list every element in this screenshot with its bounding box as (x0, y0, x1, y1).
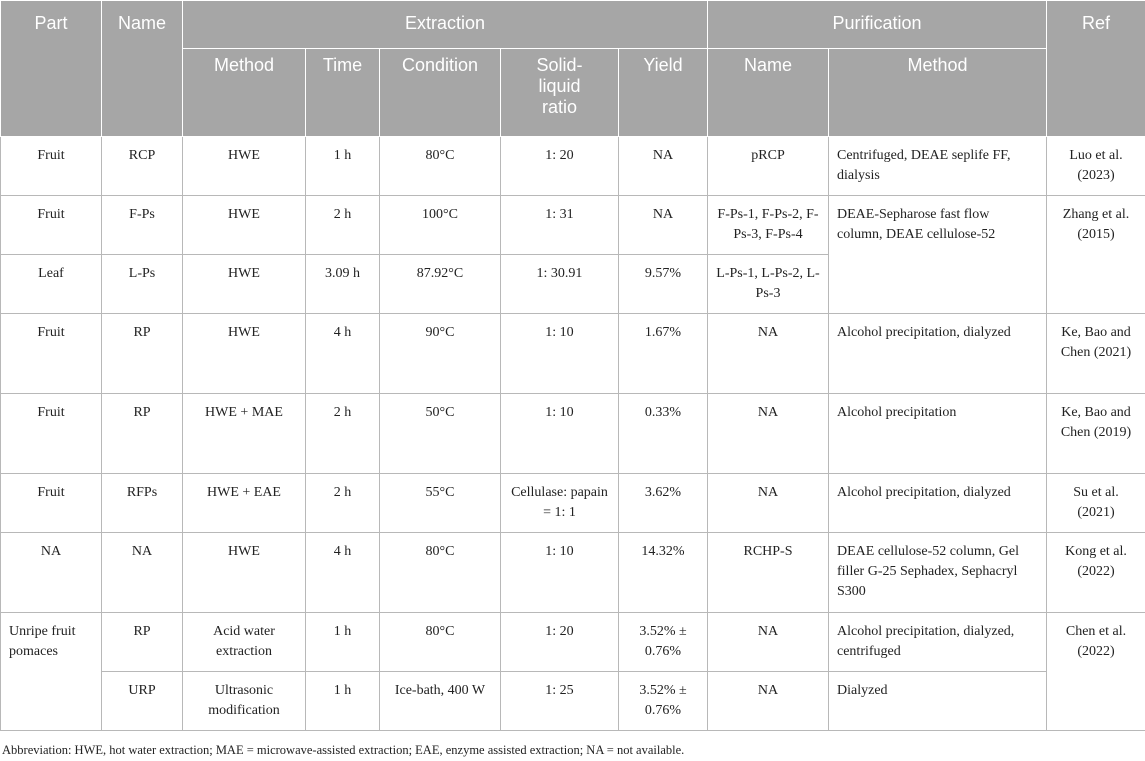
cell-ratio: 1: 31 (501, 196, 619, 255)
cell-time: 4 h (306, 533, 380, 613)
cell-time: 4 h (306, 314, 380, 394)
header-time: Time (306, 49, 380, 137)
cell-purification-method: Alcohol precipitation (829, 394, 1047, 474)
cell-time: 1 h (306, 137, 380, 196)
cell-condition: Ice-bath, 400 W (380, 672, 501, 731)
cell-condition: 80°C (380, 533, 501, 613)
cell-purification-method: DEAE-Sepharose fast flow column, DEAE cellulose-52 (829, 196, 1047, 314)
table-row (1, 196, 1145, 255)
cell-name: RP (102, 314, 183, 394)
cell-purification-method: Centrifuged, DEAE seplife FF, dialysis (829, 137, 1047, 196)
cell-time: 1 h (306, 613, 380, 672)
cell-time: 2 h (306, 474, 380, 533)
header-ref: Ref (1047, 1, 1145, 137)
cell-method: HWE (183, 137, 306, 196)
cell-method: HWE + MAE (183, 394, 306, 474)
cell-part: Fruit (1, 137, 102, 196)
table-row (1, 314, 1145, 394)
cell-purification-name: F-Ps-1, F-Ps-2, F-Ps-3, F-Ps-4 (708, 196, 829, 255)
cell-purification-method: Alcohol precipitation, dialyzed (829, 474, 1047, 533)
cell-name: URP (102, 672, 183, 731)
cell-ref: Su et al. (2021) (1047, 474, 1145, 533)
cell-yield: 9.57% (619, 255, 708, 314)
cell-condition: 55°C (380, 474, 501, 533)
cell-ref: Kong et al. (2022) (1047, 533, 1145, 613)
cell-method: HWE (183, 533, 306, 613)
cell-condition: 50°C (380, 394, 501, 474)
cell-name: RCP (102, 137, 183, 196)
cell-purification-name: pRCP (708, 137, 829, 196)
table-row (1, 672, 1145, 731)
table-row (1, 474, 1145, 533)
cell-ratio: 1: 20 (501, 137, 619, 196)
cell-condition: 90°C (380, 314, 501, 394)
cell-name: NA (102, 533, 183, 613)
cell-purification-name: NA (708, 314, 829, 394)
cell-part: NA (1, 533, 102, 613)
cell-name: L-Ps (102, 255, 183, 314)
cell-yield: 3.52% ± 0.76% (619, 613, 708, 672)
cell-yield: 0.33% (619, 394, 708, 474)
cell-yield: 3.62% (619, 474, 708, 533)
header-method: Method (183, 49, 306, 137)
table-row (1, 613, 1145, 672)
header-part: Part (1, 1, 102, 137)
cell-method: HWE (183, 255, 306, 314)
cell-time: 2 h (306, 394, 380, 474)
header-ratio: Solid-liquid ratio (501, 49, 619, 137)
cell-yield: NA (619, 196, 708, 255)
cell-method: Acid water extraction (183, 613, 306, 672)
cell-purification-name: NA (708, 394, 829, 474)
cell-purification-method: Alcohol precipitation, dialyzed (829, 314, 1047, 394)
cell-purification-method: Alcohol precipitation, dialyzed, centrifuged (829, 613, 1047, 672)
table-row (1, 394, 1145, 474)
cell-method: HWE (183, 196, 306, 255)
cell-name: RP (102, 394, 183, 474)
header-condition: Condition (380, 49, 501, 137)
cell-ratio: 1: 10 (501, 533, 619, 613)
header-purification-method: Method (829, 49, 1047, 137)
cell-ratio: Cellulase: papain = 1: 1 (501, 474, 619, 533)
table-footnote: Abbreviation: HWE, hot water extraction; MAE = microwave-assisted extraction; EAE, enzyme assisted extraction; NA = not available. (2, 743, 685, 757)
cell-part: Fruit (1, 196, 102, 255)
cell-name: RFPs (102, 474, 183, 533)
cell-yield: 14.32% (619, 533, 708, 613)
cell-ratio: 1: 20 (501, 613, 619, 672)
cell-ref: Zhang et al. (2015) (1047, 196, 1145, 314)
cell-ref: Luo et al. (2023) (1047, 137, 1145, 196)
cell-time: 2 h (306, 196, 380, 255)
cell-purification-name: NA (708, 613, 829, 672)
cell-method: HWE (183, 314, 306, 394)
cell-part: Fruit (1, 314, 102, 394)
cell-condition: 100°C (380, 196, 501, 255)
cell-purification-name: L-Ps-1, L-Ps-2, L-Ps-3 (708, 255, 829, 314)
cell-condition: 80°C (380, 613, 501, 672)
header-yield: Yield (619, 49, 708, 137)
cell-yield: 3.52% ± 0.76% (619, 672, 708, 731)
cell-purification-name: RCHP-S (708, 533, 829, 613)
cell-name: RP (102, 613, 183, 672)
cell-ratio: 1: 10 (501, 314, 619, 394)
cell-purification-method: Dialyzed (829, 672, 1047, 731)
cell-method: HWE + EAE (183, 474, 306, 533)
cell-ratio: 1: 25 (501, 672, 619, 731)
cell-part: Fruit (1, 394, 102, 474)
table-row (1, 533, 1145, 613)
cell-method: Ultrasonic modification (183, 672, 306, 731)
cell-part: Leaf (1, 255, 102, 314)
cell-ref: Ke, Bao and Chen (2021) (1047, 314, 1145, 394)
header-extraction: Extraction (183, 1, 708, 49)
cell-condition: 80°C (380, 137, 501, 196)
header-purification: Purification (708, 1, 1047, 49)
cell-ref: Ke, Bao and Chen (2019) (1047, 394, 1145, 474)
cell-part: Unripe fruit pomaces (1, 613, 102, 731)
header-name: Name (102, 1, 183, 137)
cell-part: Fruit (1, 474, 102, 533)
cell-ratio: 1: 30.91 (501, 255, 619, 314)
cell-yield: NA (619, 137, 708, 196)
cell-time: 3.09 h (306, 255, 380, 314)
cell-ratio: 1: 10 (501, 394, 619, 474)
header-purification-name: Name (708, 49, 829, 137)
cell-name: F-Ps (102, 196, 183, 255)
table-row (1, 137, 1145, 196)
cell-time: 1 h (306, 672, 380, 731)
cell-purification-name: NA (708, 672, 829, 731)
cell-purification-method: DEAE cellulose-52 column, Gel filler G-25 Sephadex, Sephacryl S300 (829, 533, 1047, 613)
cell-ref: Chen et al. (2022) (1047, 613, 1145, 731)
cell-purification-name: NA (708, 474, 829, 533)
cell-condition: 87.92°C (380, 255, 501, 314)
cell-yield: 1.67% (619, 314, 708, 394)
